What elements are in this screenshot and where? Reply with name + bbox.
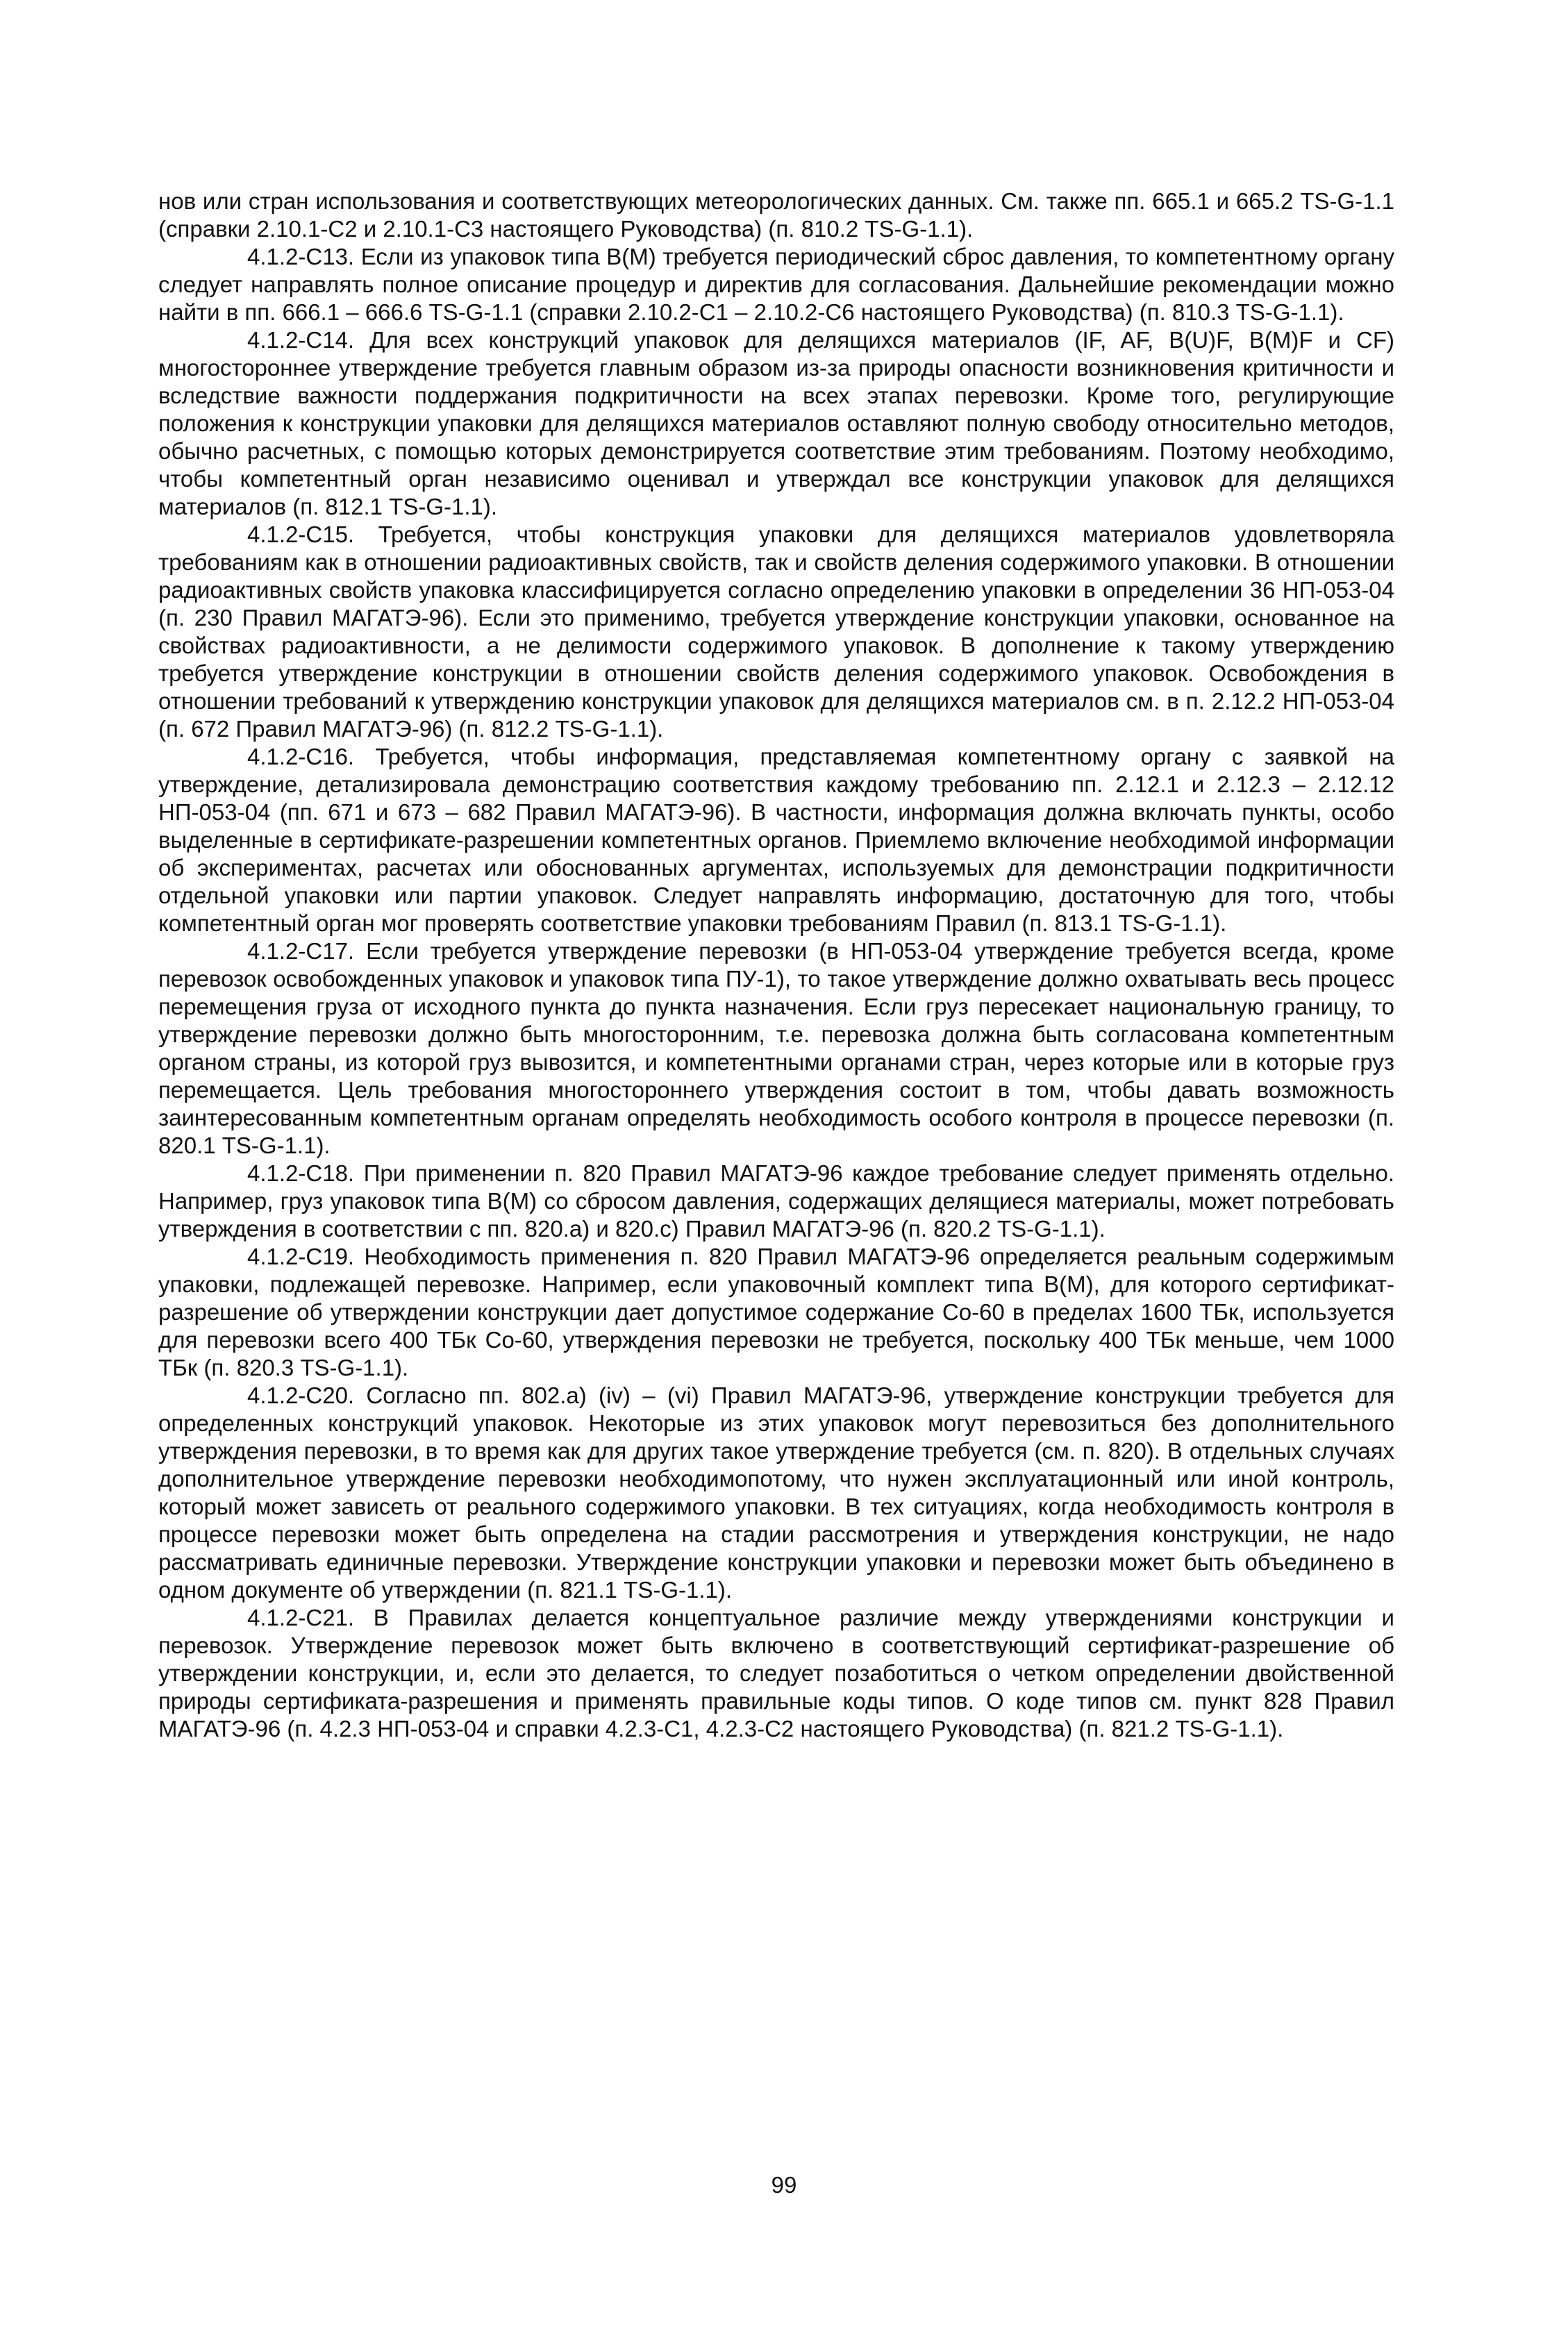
paragraph-c20: 4.1.2-С20. Согласно пп. 802.а) (iv) – (vi) Правил МАГАТЭ-96, утверждение конструкции требуется для определенных конструкций упаковок. Некоторые из этих упаковок могут перевозиться без дополнительного утверждения перевозки, в то время как для других такое утверждение требуется (см. п. 820). В отдельных случаях дополнительное утверждение перевозки необходимопотому, что нужен эксплуатационный или иной контроль, который может зависеть от реального содержимого упаковки. В тех ситуациях, когда необходимость контроля в процессе перевозки может быть определена на стадии рассмотрения и утверждения конструкции, не надо рассматривать единичные перевозки. Утверждение конструкции упаковки и перевозки может быть объединено в одном документе об утверждении (п. 821.1 TS-G-1.1). <box>158 1383 1394 1603</box>
document-body <box>158 187 1394 1743</box>
paragraph-c21: 4.1.2-С21. В Правилах делается концептуальное различие между утверждениями конструкции и перевозок. Утверждение перевозок может быть включено в соответствующий сертификат-разрешение об утверждении конструкции, и, если это делается, то следует позаботиться о четком определении двойственной природы сертификата-разрешения и применять правильные коды типов. О коде типов см. пункт 828 Правил МАГАТЭ-96 (п. 4.2.3 НП-053-04 и справки 4.2.3-С1, 4.2.3-С2 настоящего Руководства) (п. 821.2 TS-G-1.1). <box>158 1605 1394 1742</box>
paragraph-c13: 4.1.2-С13. Если из упаковок типа В(М) требуется периодический сброс давления, то компетентному органу следует направлять полное описание процедур и директив для согласования. Дальнейшие рекомендации можно найти в пп. 666.1 – 666.6 TS-G-1.1 (справки 2.10.2-С1 – 2.10.2-С6 настоящего Руководства) (п. 810.3 TS-G-1.1). <box>158 244 1394 325</box>
page-number: 99 <box>771 2172 797 2198</box>
paragraph-c15: 4.1.2-С15. Требуется, чтобы конструкция упаковки для делящихся материалов удовлетворяла требованиям как в отношении радиоактивных свойств, так и свойств деления содержимого упаковки. В отношении радиоактивных свойств упаковка классифицируется согласно определению упаковки в определении 36 НП-053-04 (п. 230 Правил МАГАТЭ-96). Если это применимо, требуется утверждение конструкции упаковки, основанное на свойствах радиоактивности, а не делимости содержимого упаковок. В дополнение к такому утверждению требуется утверждение конструкции в отношении свойств деления содержимого упаковок. Освобождения в отношении требований к утверждению конструкции упаковок для делящихся материалов см. в п. 2.12.2 НП-053-04 (п. 672 Правил МАГАТЭ-96) (п. 812.2 TS-G-1.1). <box>158 521 1394 742</box>
paragraph-c14: 4.1.2-С14. Для всех конструкций упаковок для делящихся материалов (IF, AF, B(U)F, B(M)F и CF) многостороннее утверждение требуется главным образом из-за природы опасности возникновения критичности и вследствие важности поддержания подкритичности на всех этапах перевозки. Кроме того, регулирующие положения к конструкции упаковки для делящихся материалов оставляют полную свободу относительно методов, обычно расчетных, с помощью которых демонстрируется соответствие этим требованиям. Поэтому необходимо, чтобы компетентный орган независимо оценивал и утверждал все конструкции упаковок для делящихся материалов (п. 812.1 TS-G-1.1). <box>158 327 1394 519</box>
paragraph-c17: 4.1.2-С17. Если требуется утверждение перевозки (в НП-053-04 утверждение требуется всегда, кроме перевозок освобожденных упаковок и упаковок типа ПУ-1), то такое утверждение должно охватывать весь процесс перемещения груза от исходного пункта до пункта назначения. Если груз пересекает национальную границу, то утверждение перевозки должно быть многосторонним, т.е. перевозка должна быть согласована компетентным органом страны, из которой груз вывозится, и компетентными органами стран, через которые или в которые груз перемещается. Цель требования многостороннего утверждения состоит в том, чтобы давать возможность заинтересованным компетентным органам определять необходимость особого контроля в процессе перевозки (п. 820.1 TS-G-1.1). <box>158 938 1394 1158</box>
paragraph-c18: 4.1.2-С18. При применении п. 820 Правил МАГАТЭ-96 каждое требование следует применять отдельно. Например, груз упаковок типа В(М) со сбросом давления, содержащих делящиеся материалы, может потребовать утверждения в соответствии с пп. 820.а) и 820.с) Правил МАГАТЭ-96 (п. 820.2 TS-G-1.1). <box>158 1160 1394 1242</box>
paragraph-c19: 4.1.2-С19. Необходимость применения п. 820 Правил МАГАТЭ-96 определяется реальным содержимым упаковки, подлежащей перевозке. Например, если упаковочный комплект типа В(М), для которого сертификат-разрешение об утверждении конструкции дает допустимое содержание Со-60 в пределах 1600 ТБк, используется для перевозки всего 400 ТБк Со-60, утверждения перевозки не требуется, поскольку 400 ТБк меньше, чем 1000 ТБк (п. 820.3 TS-G-1.1). <box>158 1244 1394 1380</box>
paragraph-c16: 4.1.2-С16. Требуется, чтобы информация, представляемая компетентному органу с заявкой на утверждение, детализировала демонстрацию соответствия каждому требованию пп. 2.12.1 и 2.12.3 – 2.12.12 НП-053-04 (пп. 671 и 673 – 682 Правил МАГАТЭ-96). В частности, информация должна включать пункты, особо выделенные в сертификате-разрешении компетентных органов. Приемлемо включение необходимой информации об экспериментах, расчетах или обоснованных аргументах, используемых для демонстрации подкритичности отдельной упаковки или партии упаковок. Следует направлять информацию, достаточную для того, чтобы компетентный орган мог проверять соответствие упаковки требованиям Правил (п. 813.1 TS-G-1.1). <box>158 744 1394 936</box>
paragraph-continuation: нов или стран использования и соответствующих метеорологических данных. См. также пп. 665.1 и 665.2 TS-G-1.1 (справки 2.10.1-С2 и 2.10.1-С3 настоящего Руководства) (п. 810.2 TS-G-1.1). <box>158 188 1394 242</box>
